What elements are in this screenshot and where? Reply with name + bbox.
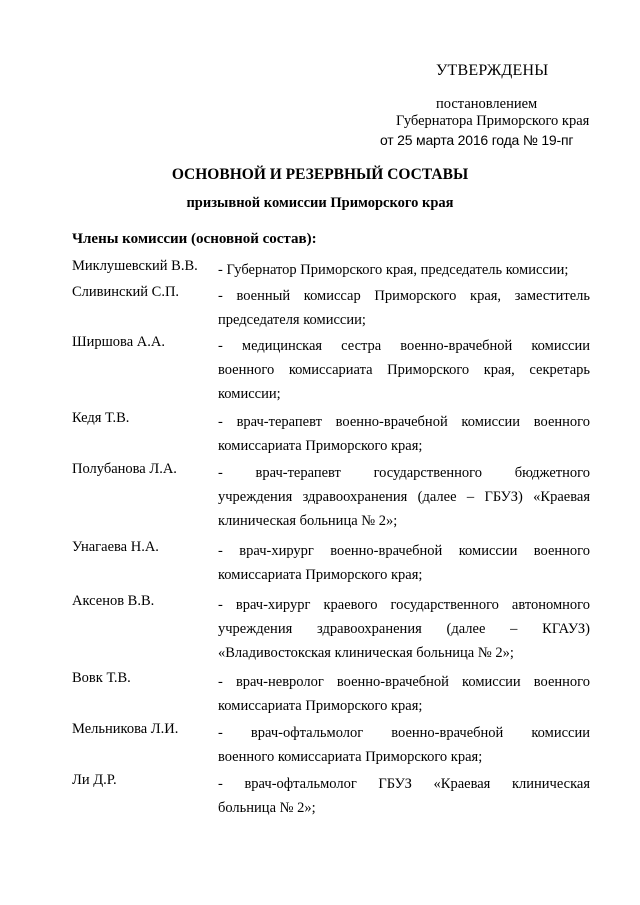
member-role-line: военного комиссариата Приморского края, секретарь bbox=[218, 362, 590, 378]
member-role bbox=[218, 334, 590, 406]
member-role bbox=[218, 258, 590, 282]
approved-label: УТВЕРЖДЕНЫ bbox=[436, 62, 549, 79]
member-role-line: - врач-терапевт военно-врачебной комиссии военного bbox=[218, 414, 590, 430]
member-role-line: председателя комиссии; bbox=[218, 312, 366, 328]
member-role bbox=[218, 772, 590, 820]
member-role bbox=[218, 461, 590, 533]
member-role-line: учреждения здравоохранения (далее – КГАУЗ) bbox=[218, 621, 590, 637]
member-role-line: военного комиссариата Приморского края; bbox=[218, 749, 483, 765]
document-subtitle: призывной комиссии Приморского края bbox=[186, 195, 454, 211]
member-role-line: больница № 2»; bbox=[218, 800, 316, 816]
member-role bbox=[218, 670, 590, 718]
decree-line-3: от 25 марта 2016 года № 19-пг bbox=[380, 132, 574, 148]
member-role bbox=[218, 539, 590, 587]
member-name: Унагаева Н.А. bbox=[72, 539, 159, 555]
member-role-line: комиссии; bbox=[218, 386, 281, 402]
member-name: Кедя Т.В. bbox=[72, 410, 130, 426]
section-heading: Члены комиссии (основной состав): bbox=[72, 231, 317, 247]
member-name: Мельникова Л.И. bbox=[72, 721, 179, 737]
member-name: Ширшова А.А. bbox=[72, 334, 165, 350]
member-role-line: - врач-хирург военно-врачебной комиссии военного bbox=[218, 543, 590, 559]
member-role-line: - военный комиссар Приморского края, заместитель bbox=[218, 288, 590, 304]
decree-line-1: постановлением bbox=[436, 96, 538, 112]
member-role bbox=[218, 410, 590, 458]
member-role-line: - врач-невролог военно-врачебной комиссии военного bbox=[218, 674, 590, 690]
member-role-line: - врач-хирург краевого государственного автономного bbox=[218, 597, 590, 613]
document-title: ОСНОВНОЙ И РЕЗЕРВНЫЙ СОСТАВЫ bbox=[171, 166, 469, 183]
member-role bbox=[218, 593, 590, 665]
member-name: Сливинский С.П. bbox=[72, 284, 180, 300]
member-name: Ли Д.Р. bbox=[72, 772, 117, 788]
member-role-line: «Владивостокская клиническая больница № 2»; bbox=[218, 645, 514, 661]
decree-line-2: Губернатора Приморского края bbox=[396, 113, 590, 129]
member-role-line: клиническая больница № 2»; bbox=[218, 513, 398, 529]
member-name: Полубанова Л.А. bbox=[72, 461, 177, 477]
member-role-line: комиссариата Приморского края; bbox=[218, 698, 423, 714]
member-role-line: - врач-офтальмолог ГБУЗ «Краевая клиническая bbox=[218, 776, 590, 792]
member-role-line: комиссариата Приморского края; bbox=[218, 438, 423, 454]
member-role-line: учреждения здравоохранения (далее – ГБУЗ) «Краевая bbox=[218, 489, 590, 505]
member-role-line: - врач-терапевт государственного бюджетного bbox=[218, 465, 590, 481]
member-role-line: - Губернатор Приморского края, председатель комиссии; bbox=[218, 262, 569, 278]
member-name: Миклушевский В.В. bbox=[72, 258, 198, 274]
member-name: Аксенов В.В. bbox=[72, 593, 155, 609]
member-role bbox=[218, 721, 590, 769]
member-name: Вовк Т.В. bbox=[72, 670, 131, 686]
member-role-line: комиссариата Приморского края; bbox=[218, 567, 423, 583]
member-role bbox=[218, 284, 590, 332]
member-role-line: - врач-офтальмолог военно-врачебной комиссии bbox=[218, 725, 590, 741]
member-role-line: - медицинская сестра военно-врачебной комиссии bbox=[218, 338, 590, 354]
